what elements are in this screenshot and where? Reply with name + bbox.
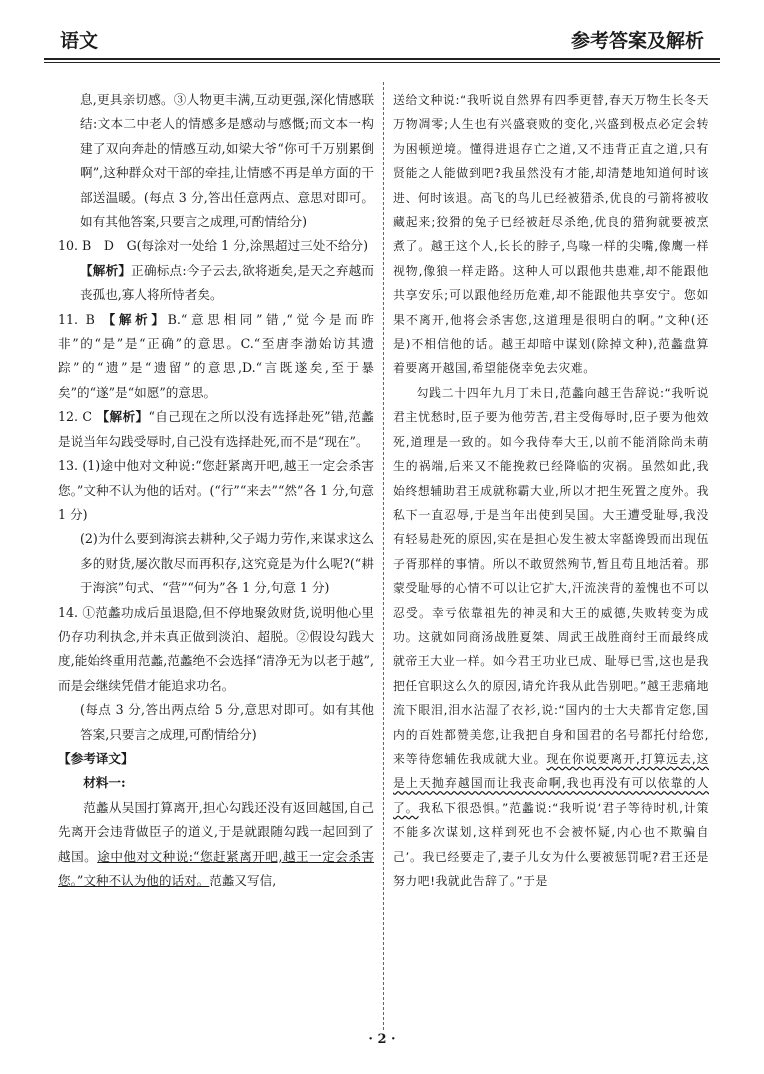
answer-13-part1: 13. (1)途中他对文种说:“您赶紧离开吧,越王一定会杀害您。”文种不认为他的话对。(“行”“来去”“然”各 1 分,句意 1 分) (58, 458, 374, 522)
material-1-sentence: 范蠡从吴国打算离开,担心勾践还没有返回越国,自己先离开会违背做臣子的道义,于是就跟随勾践一起回到了越国。 (58, 799, 374, 864)
reference-translation-heading: 【参考译文】 (58, 750, 134, 766)
wavy-underlined-sentence: 现在你说要离开,打算远去,这是上天抛弃越国而让我丧命啊,我也再没有可以依靠的人了。 (393, 751, 709, 815)
answer-12-number: 12. C (58, 409, 93, 425)
answer-10: 10. B D G(每涂对一处给 1 分,涂黑超过三处不给分) (58, 238, 368, 254)
page-header (44, 18, 720, 62)
analysis-tag: 【解析】 (80, 262, 132, 278)
material-1-text (58, 796, 374, 894)
answer-10-analysis (58, 259, 374, 308)
answer-13-part2: (2)为什么要到海滨去耕种,父子竭力劳作,来谋求这么多的财货,屡次散尽而再积存,这究竟是为什么呢?(“耕于海滨”句式、“营”“何为”各 1 分,句意 1 分) (80, 531, 374, 596)
analysis-tag: 【解析】 (96, 409, 149, 425)
underlined-sentence: 途中他对文种说:“您赶紧离开吧,越王一定会杀害您。”文种不认为他的话对。 (58, 848, 375, 888)
header-title: 参考答案及解析 (570, 30, 704, 52)
translation-paragraph-1: 送给文种说:“我听说自然界有四季更替,春天万物生长冬天万物凋零;人生也有兴盛衰败的变化,兴盛到极点必定会转为困顿逆境。懂得进退存亡之道,又不违背正直之道,只有贤能之人能做到吧?我虽然没有才能,却清楚地知道何时该进、何时该退。高飞的鸟儿已经被猎杀,优良的弓箭将被收藏起来;狡猾的兔子已经被赶尽杀绝,优良的猎狗就要被烹煮了。越王这个人,长长的脖子,鸟喙一样的尖嘴,像鹰一样视物,像狼一样走路。这种人可以跟他共患难,却不能跟他共享安乐;可以跟他经历危难,却不能跟他共享安宁。您如果不离开,他将会杀害您,这道理是很明白的啊。”文种(还是)不相信他的话。越王却暗中谋划(除掉文种),范蠡盘算着要离开越国,希望能侥幸免去灾难。 (393, 93, 709, 376)
answer-14: 14. ①范蠡功成后虽退隐,但不停地聚敛财货,说明他心里仍存功利执念,并未真正做到淡泊、超脱。②假设勾践大度,能始终重用范蠡,范蠡绝不会选择“清净无为以老于越”,而是会继续凭借才能追求功名。 (58, 604, 374, 693)
answer-9-continued: 息,更具亲切感。③人物更丰满,互动更强,深化情感联结:文本二中老人的情感多是感动与感慨;而文本一构建了双向奔赴的情感互动,如梁大爷“你可千万别累倒啊”,这种群众对干部的牵挂,让情感不再是单方面的干部送温暖。(每点 3 分,答出任意两点、意思对即可。如有其他答案,只要言之成理,可酌情给分) (80, 92, 374, 230)
answer-12 (58, 405, 374, 454)
answer-14-scoring: (每点 3 分,答出两点给 5 分,意思对即可。如有其他答案,只要言之成理,可酌情给分) (80, 702, 374, 742)
column-divider (383, 82, 384, 1030)
subject-label: 语文 (60, 30, 99, 52)
header-rule-thin (44, 62, 720, 63)
left-column (58, 88, 374, 893)
material-1-heading: 材料一: (83, 775, 126, 791)
analysis-text: 正确标点:今子云去,欲将逝矣,是天之弃越而丧孤也,寡人将所恃者矣。 (80, 262, 374, 303)
material-1-tail: 范蠡又写信, (209, 873, 277, 888)
answer-11-number: 11. B (58, 311, 95, 327)
translation-text: 勾践二十四年九月丁未日,范蠡向越王告辞说:“我听说君主忧愁时,臣子要为他劳苦,君主受侮辱时,臣子要为他效死,道理是一致的。如今我侍奉大王,以前不能消除尚未萌生的祸端,后来又不能挽救已经降临的灾祸。虽然如此,我始终想辅助君王成就称霸大业,所以才把生死置之度外。我私下一直忍辱,于是当年出使到吴国。大王遭受耻辱,我没有轻易赴死的原因,实在是担心发生被太宰嚭谗毁而出现伍子胥那样的事情。所以不敢贸然殉节,暂且苟且地活着。那蒙受耻辱的心情不可以让它扩大,汗流浃背的羞愧也不可以忍受。幸亏依靠祖先的神灵和大王的威德,失败转变为成功。这就如同商汤战胜夏桀、周武王战胜商纣王而最终成就帝王大业一样。如今君王功业已成、耻辱已雪,这也是我把任官职这么久的原因,请允许我从此告别吧。”越王悲痛地流下眼泪,泪水沾湿了衣衫,说:“国内的士大夫都肯定您,国内的百姓都赞美您,让我把自身和国君的名号都托付给您,来等待您辅佐我成就大业。 (393, 385, 709, 766)
analysis-text: B.“意思相同”错,“觉今是而昨非”的“是”是“正确”的意思。C.“至唐李渤始访其遗踪”的“遗”是“遗留”的意思,D.“言既遂矣,至于暴矣”的“遂”是“如愿”的意思。 (58, 311, 375, 400)
analysis-text: “自己现在之所以没有选择赴死”错,范蠡是说当年勾践受辱时,自己没有选择赴死,而不是“现在”。 (58, 409, 374, 449)
translation-paragraph-2 (393, 381, 709, 894)
translation-text-end: 我私下很恐惧。”范蠡说:“我听说‘君子等待时机,计策不能多次谋划,这样到死也不会被怀疑,内心也不欺骗自己’。我已经要走了,妻子儿女为什么要被惩罚呢?君王还是努力吧!我就此告辞了。”于是 (393, 800, 709, 888)
answer-11 (58, 308, 374, 406)
header-rule-thick (44, 58, 720, 60)
analysis-tag: 【解析】 (102, 311, 168, 327)
right-column (393, 88, 709, 893)
page-number: · 2 · (368, 1032, 396, 1047)
